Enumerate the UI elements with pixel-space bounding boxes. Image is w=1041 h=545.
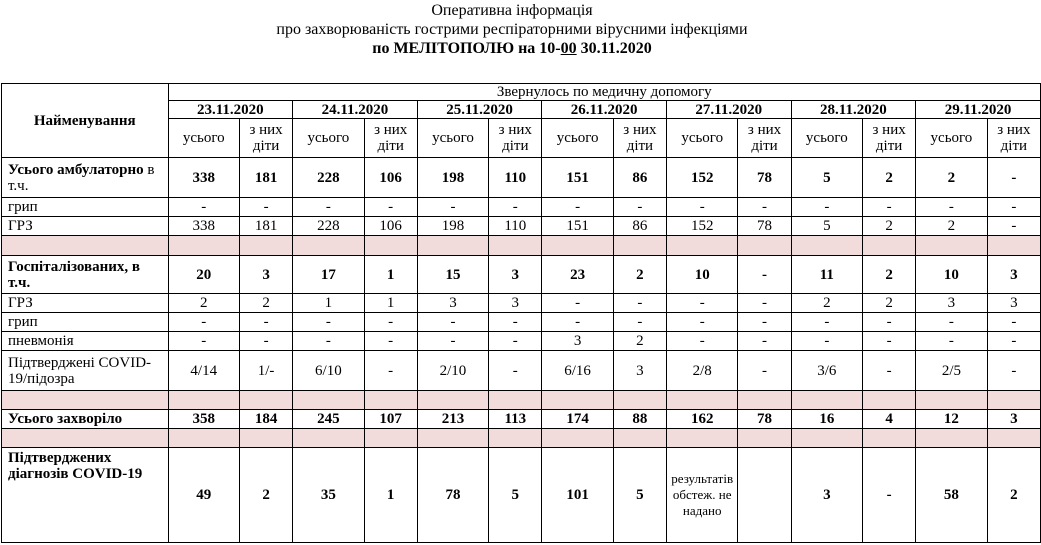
spacer-cell <box>791 236 863 256</box>
value-cell: - <box>542 294 614 313</box>
value-cell: 6/10 <box>293 351 365 391</box>
value-cell: - <box>168 332 240 351</box>
value-cell: - <box>916 332 988 351</box>
value-cell: 151 <box>542 158 614 198</box>
row-label: Госпіталізованих, в т.ч. <box>2 256 169 294</box>
value-cell: - <box>613 313 666 332</box>
value-cell: 35 <box>293 448 365 543</box>
value-cell: 2 <box>613 332 666 351</box>
value-cell: 16 <box>791 410 863 429</box>
value-cell: 78 <box>738 217 791 236</box>
value-cell: 2 <box>916 158 988 198</box>
value-cell: 3 <box>542 332 614 351</box>
spacer-cell <box>542 236 614 256</box>
value-cell: 3/6 <box>791 351 863 391</box>
value-cell: 3 <box>987 410 1040 429</box>
report-subtitle: про захворюваність гострими респіраторними вірусними інфекціями <box>276 21 748 38</box>
table-row-hospitalized <box>2 256 1041 294</box>
spacer-cell <box>2 391 169 410</box>
spacer-cell <box>489 391 542 410</box>
value-cell: - <box>542 198 614 217</box>
table-row-hosp-flu <box>2 313 1041 332</box>
value-cell: - <box>613 198 666 217</box>
spacer-cell <box>240 391 293 410</box>
spacer-cell <box>738 429 791 448</box>
value-cell: 152 <box>666 217 738 236</box>
value-cell: 2 <box>987 448 1040 543</box>
value-cell: 10 <box>666 256 738 294</box>
value-cell: 86 <box>613 217 666 236</box>
spacer-cell <box>666 391 738 410</box>
value-cell: - <box>542 313 614 332</box>
value-cell: 86 <box>613 158 666 198</box>
value-cell: - <box>738 351 791 391</box>
subheader-total: усього <box>791 119 863 158</box>
value-cell: 4/14 <box>168 351 240 391</box>
subheader-children: з них діти <box>738 119 791 158</box>
value-cell: - <box>613 294 666 313</box>
value-cell: 213 <box>417 410 489 429</box>
value-cell: 6/16 <box>542 351 614 391</box>
spacer-cell <box>168 236 240 256</box>
spacer-cell <box>613 429 666 448</box>
value-cell: - <box>293 198 365 217</box>
subheader-total: усього <box>916 119 988 158</box>
value-cell: 5 <box>791 158 863 198</box>
value-cell: 2/8 <box>666 351 738 391</box>
date-header: 25.11.2020 <box>417 101 542 119</box>
value-cell: 2/5 <box>916 351 988 391</box>
value-cell: - <box>240 332 293 351</box>
table-row-spacer <box>2 391 1041 410</box>
value-cell: 1/- <box>240 351 293 391</box>
value-cell: - <box>916 198 988 217</box>
spacer-cell <box>987 391 1040 410</box>
value-cell: - <box>916 313 988 332</box>
value-cell: 11 <box>791 256 863 294</box>
value-cell: - <box>364 351 417 391</box>
value-cell: - <box>168 198 240 217</box>
spacer-cell <box>791 391 863 410</box>
value-cell: 2 <box>613 256 666 294</box>
spacer-cell <box>293 391 365 410</box>
value-cell: - <box>987 158 1040 198</box>
value-cell: 2 <box>863 294 916 313</box>
value-cell: 2 <box>240 294 293 313</box>
spacer-cell <box>293 236 365 256</box>
value-cell: 12 <box>916 410 988 429</box>
table-row-spacer <box>2 236 1041 256</box>
value-cell: 49 <box>168 448 240 543</box>
value-cell: 78 <box>417 448 489 543</box>
row-label: Підтверджені COVID-19/підозра <box>2 351 169 391</box>
spacer-cell <box>417 391 489 410</box>
value-cell: - <box>987 351 1040 391</box>
spacer-cell <box>666 429 738 448</box>
spacer-cell <box>542 429 614 448</box>
spacer-cell <box>2 236 169 256</box>
value-cell: 2 <box>863 217 916 236</box>
spacer-cell <box>863 429 916 448</box>
value-cell: 338 <box>168 217 240 236</box>
value-cell: 3 <box>489 294 542 313</box>
value-cell: - <box>489 351 542 391</box>
spacer-cell <box>791 429 863 448</box>
value-cell: - <box>240 313 293 332</box>
value-cell: 2 <box>916 217 988 236</box>
table-row-pneumonia <box>2 332 1041 351</box>
date-header: 23.11.2020 <box>168 101 293 119</box>
table-row-ambulatory <box>2 158 1041 198</box>
value-cell: 3 <box>613 351 666 391</box>
value-cell: 1 <box>364 448 417 543</box>
value-cell: 2 <box>791 294 863 313</box>
spacer-cell <box>613 236 666 256</box>
morbidity-table <box>1 83 1041 543</box>
value-cell: 162 <box>666 410 738 429</box>
value-cell: 1 <box>293 294 365 313</box>
value-cell: - <box>791 332 863 351</box>
spacer-cell <box>863 391 916 410</box>
row-label: ГРЗ <box>2 217 169 236</box>
subheader-children: з них діти <box>489 119 542 158</box>
value-cell: - <box>489 313 542 332</box>
value-cell: 101 <box>542 448 614 543</box>
spacer-cell <box>240 429 293 448</box>
value-cell: - <box>417 332 489 351</box>
table-row-total-sick <box>2 410 1041 429</box>
value-cell: - <box>863 313 916 332</box>
value-cell: 3 <box>987 256 1040 294</box>
value-cell: 5 <box>791 217 863 236</box>
table-row-covid-diagnoses <box>2 448 1041 543</box>
value-cell: 110 <box>489 217 542 236</box>
row-label: пневмонія <box>2 332 169 351</box>
spacer-cell <box>168 391 240 410</box>
value-cell: - <box>364 313 417 332</box>
date-header: 27.11.2020 <box>666 101 791 119</box>
spacer-cell <box>417 236 489 256</box>
value-cell: - <box>863 351 916 391</box>
value-cell: - <box>489 198 542 217</box>
subheader-children: з них діти <box>863 119 916 158</box>
subheader-total: усього <box>293 119 365 158</box>
value-cell: - <box>417 313 489 332</box>
value-cell: 78 <box>738 158 791 198</box>
value-cell: 3 <box>791 448 863 543</box>
spacer-cell <box>489 236 542 256</box>
value-cell: 2 <box>863 158 916 198</box>
value-cell: 23 <box>542 256 614 294</box>
value-cell: 3 <box>916 294 988 313</box>
value-cell: 4 <box>863 410 916 429</box>
subheader-children: з них діти <box>613 119 666 158</box>
spacer-cell <box>2 429 169 448</box>
value-cell: 110 <box>489 158 542 198</box>
value-cell: 2 <box>240 448 293 543</box>
spacer-cell <box>987 236 1040 256</box>
value-cell: - <box>987 313 1040 332</box>
value-cell <box>738 448 791 543</box>
spacer-cell <box>916 236 988 256</box>
table-row-spacer <box>2 429 1041 448</box>
subheader-total: усього <box>666 119 738 158</box>
value-cell: - <box>293 332 365 351</box>
spacer-cell <box>738 236 791 256</box>
results-note: результатів обстеж. не надано <box>666 448 738 543</box>
spacer-cell <box>987 429 1040 448</box>
value-cell: - <box>666 294 738 313</box>
value-cell: 106 <box>364 217 417 236</box>
date-header: 26.11.2020 <box>542 101 667 119</box>
value-cell: 198 <box>417 158 489 198</box>
spacer-cell <box>293 429 365 448</box>
value-cell: 5 <box>613 448 666 543</box>
date-header: 29.11.2020 <box>916 101 1041 119</box>
spacer-cell <box>666 236 738 256</box>
value-cell: 3 <box>987 294 1040 313</box>
value-cell: - <box>240 198 293 217</box>
value-cell: 78 <box>738 410 791 429</box>
spacer-cell <box>240 236 293 256</box>
subheader-total: усього <box>168 119 240 158</box>
subheader-total: усього <box>542 119 614 158</box>
subheader-children: з них діти <box>240 119 293 158</box>
value-cell: 3 <box>417 294 489 313</box>
value-cell: - <box>666 198 738 217</box>
row-label: Підтверджених діагнозів COVID-19 <box>2 448 169 543</box>
value-cell: - <box>489 332 542 351</box>
table-row-hosp-ari <box>2 294 1041 313</box>
spacer-cell <box>489 429 542 448</box>
row-label: Усього захворіло <box>2 410 169 429</box>
value-cell: 151 <box>542 217 614 236</box>
value-cell: - <box>738 313 791 332</box>
spacer-cell <box>542 391 614 410</box>
row-label: ГРЗ <box>2 294 169 313</box>
spacer-cell <box>738 391 791 410</box>
value-cell: 174 <box>542 410 614 429</box>
value-cell: 181 <box>240 158 293 198</box>
spacer-cell <box>916 391 988 410</box>
value-cell: - <box>293 313 365 332</box>
spacer-cell <box>168 429 240 448</box>
date-header: 28.11.2020 <box>791 101 916 119</box>
row-label: грип <box>2 313 169 332</box>
value-cell: 181 <box>240 217 293 236</box>
value-cell: - <box>738 294 791 313</box>
name-column-header: Найменування <box>2 84 169 158</box>
value-cell: - <box>738 256 791 294</box>
subheader-children: з них діти <box>987 119 1040 158</box>
value-cell: 338 <box>168 158 240 198</box>
value-cell: 245 <box>293 410 365 429</box>
value-cell: 1 <box>364 256 417 294</box>
value-cell: 5 <box>489 448 542 543</box>
value-cell: 113 <box>489 410 542 429</box>
group-header: Звернулось по медичну допомогу <box>168 84 1040 101</box>
value-cell: 358 <box>168 410 240 429</box>
value-cell: 88 <box>613 410 666 429</box>
value-cell: 17 <box>293 256 365 294</box>
value-cell: 106 <box>364 158 417 198</box>
spacer-cell <box>863 236 916 256</box>
value-cell: - <box>364 332 417 351</box>
spacer-cell <box>364 391 417 410</box>
value-cell: - <box>666 313 738 332</box>
value-cell: - <box>364 198 417 217</box>
value-cell: - <box>666 332 738 351</box>
value-cell: - <box>791 313 863 332</box>
value-cell: 2/10 <box>417 351 489 391</box>
value-cell: 184 <box>240 410 293 429</box>
subheader-children: з них діти <box>364 119 417 158</box>
report-title: Оперативна інформація <box>431 2 593 19</box>
value-cell: 2 <box>863 256 916 294</box>
date-header: 24.11.2020 <box>293 101 418 119</box>
value-cell: - <box>863 332 916 351</box>
value-cell: - <box>987 217 1040 236</box>
value-cell: 20 <box>168 256 240 294</box>
value-cell: 3 <box>489 256 542 294</box>
spacer-cell <box>364 429 417 448</box>
value-cell: - <box>168 313 240 332</box>
value-cell: - <box>738 198 791 217</box>
value-cell: 1 <box>364 294 417 313</box>
table-row-flu <box>2 198 1041 217</box>
value-cell: - <box>863 448 916 543</box>
value-cell: - <box>987 198 1040 217</box>
value-cell: - <box>417 198 489 217</box>
table-row-ari <box>2 217 1041 236</box>
value-cell: 198 <box>417 217 489 236</box>
subheader-total: усього <box>417 119 489 158</box>
row-label: грип <box>2 198 169 217</box>
spacer-cell <box>364 236 417 256</box>
value-cell: 3 <box>240 256 293 294</box>
value-cell: - <box>738 332 791 351</box>
spacer-cell <box>613 391 666 410</box>
value-cell: - <box>791 198 863 217</box>
spacer-cell <box>417 429 489 448</box>
value-cell: - <box>863 198 916 217</box>
value-cell: 228 <box>293 158 365 198</box>
value-cell: 58 <box>916 448 988 543</box>
row-label: Усього амбулаторно в т.ч. <box>2 158 169 198</box>
value-cell: - <box>987 332 1040 351</box>
value-cell: 10 <box>916 256 988 294</box>
table-row-covid-confirmed <box>2 351 1041 391</box>
value-cell: 107 <box>364 410 417 429</box>
value-cell: 15 <box>417 256 489 294</box>
value-cell: 228 <box>293 217 365 236</box>
report-location-date: по МЕЛІТОПОЛЮ на 10-00 30.11.2020 <box>372 40 652 57</box>
value-cell: 152 <box>666 158 738 198</box>
spacer-cell <box>916 429 988 448</box>
value-cell: 2 <box>168 294 240 313</box>
